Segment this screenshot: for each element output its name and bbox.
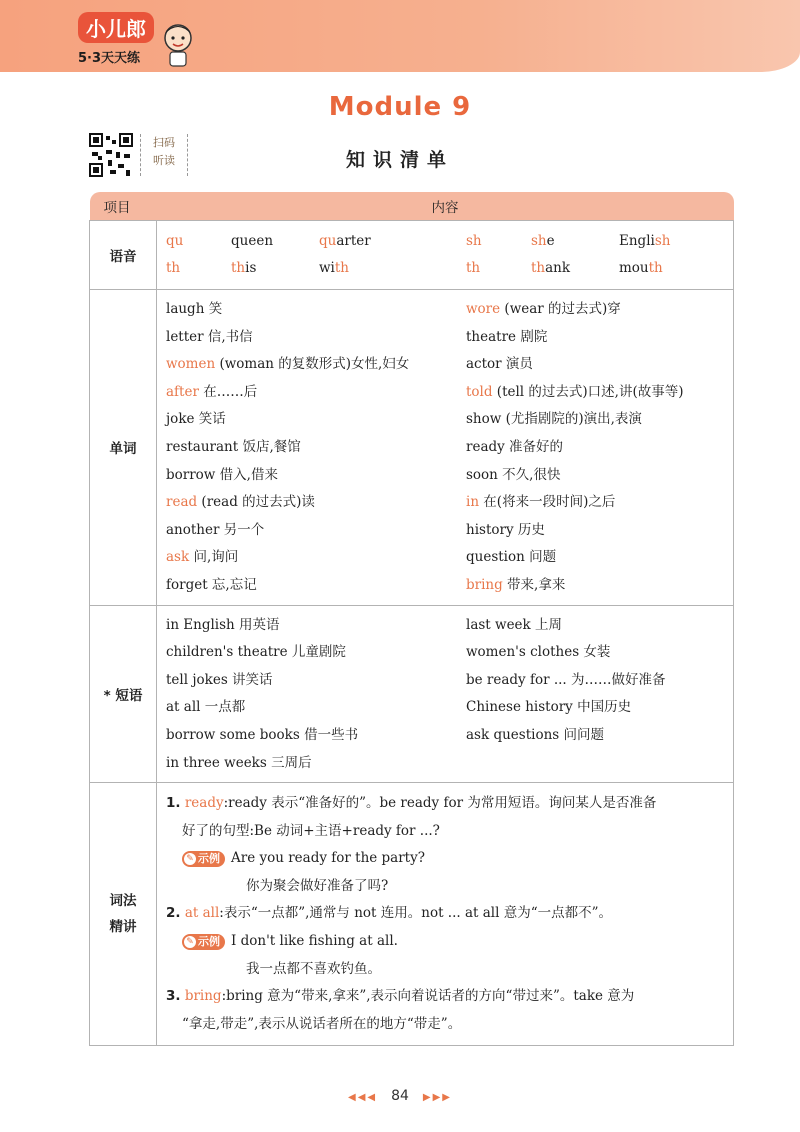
phonics-highlight: th	[166, 260, 181, 276]
word-item	[466, 379, 726, 407]
note-1-example-text: Are you ready for the party?	[231, 850, 425, 867]
word-item	[466, 517, 726, 545]
word-item	[466, 296, 726, 324]
phonics-highlight: sh	[531, 233, 547, 249]
word-item	[166, 324, 466, 352]
word-highlight: bring	[466, 576, 503, 593]
word-text: ready 准备好的	[466, 438, 564, 455]
pencil-icon: ✎	[184, 936, 196, 948]
words-grid	[158, 291, 732, 604]
phrase-item: at all 一点都	[166, 699, 246, 716]
word-item	[166, 462, 466, 490]
note-1-example	[166, 845, 724, 873]
word-text: 在(将来一段时间)之后	[479, 494, 616, 511]
phonics-highlight: qu	[166, 233, 184, 249]
phonics-highlight: sh	[466, 233, 482, 249]
phonics-text: arter	[336, 233, 371, 249]
note-2-line1: :表示“一点都”,通常与 not 连用。not ... at all 意为“一点都不”。	[219, 905, 613, 922]
phrase-item: last week 上周	[466, 616, 563, 633]
phonics-text: wi	[319, 260, 335, 276]
note-3	[166, 983, 724, 1011]
header-col-item: 项目	[90, 192, 157, 221]
phrase-item: ask questions 问问题	[466, 726, 604, 743]
word-item	[466, 434, 726, 462]
scan-line-2: 听读	[153, 154, 175, 167]
note-1-line1: :ready 表示“准备好的”。be ready for 为常用短语。询问某人是否准备	[223, 795, 657, 812]
phonics-grid	[158, 222, 732, 288]
note-2-keyword: at all	[184, 905, 220, 922]
word-text: theatre 剧院	[466, 328, 548, 345]
phonics-cell	[319, 255, 466, 282]
phonics-highlight: qu	[319, 233, 337, 249]
note-2-number: 2.	[166, 905, 181, 922]
words-label: 单词	[90, 290, 157, 606]
word-text: joke 笑话	[166, 411, 226, 428]
word-highlight: ask	[166, 549, 190, 566]
brand-logo	[78, 12, 154, 66]
word-highlight: after	[166, 383, 199, 400]
word-text: laugh 笑	[166, 301, 223, 317]
word-item	[466, 324, 726, 352]
word-text: actor 演员	[466, 356, 533, 373]
word-text: 在……后	[198, 383, 258, 400]
phrase-item: tell jokes 讲笑话	[166, 671, 273, 688]
phonics-cell	[231, 255, 319, 282]
phonics-text: ank	[545, 260, 571, 276]
note-3-keyword: bring	[184, 988, 222, 1005]
word-item	[166, 544, 466, 572]
word-text: soon 不久,很快	[466, 466, 561, 483]
word-item	[166, 572, 466, 600]
word-text: letter 信,书信	[166, 328, 253, 345]
note-1	[166, 790, 724, 818]
phonics-text: queen	[231, 233, 274, 249]
note-1-line2: 好了的句型:Be 动词+主语+ready for ...?	[182, 822, 440, 839]
phrase-item: in three weeks 三周后	[166, 754, 312, 771]
page-subtitle: 知识清单	[345, 149, 454, 171]
word-text: show (尤指剧院的)演出,表演	[466, 411, 642, 428]
word-highlight: told	[466, 383, 493, 400]
grammar-label	[90, 783, 157, 1046]
page-footer	[0, 1088, 800, 1104]
phonics-text: mou	[619, 260, 649, 276]
word-highlight: women	[166, 356, 216, 373]
example-badge-label: 示例	[198, 935, 220, 949]
note-3-line2: “拿走,带走”,表示从说话者所在的地方“带走”。	[182, 1015, 462, 1032]
note-2-example-text: I don't like fishing at all.	[231, 933, 398, 950]
phonics-row	[90, 221, 734, 290]
phonics-highlight: sh	[654, 233, 671, 249]
example-badge	[182, 851, 225, 867]
word-item	[166, 434, 466, 462]
word-item	[466, 351, 726, 379]
phonics-highlight: th	[466, 260, 481, 276]
note-2-translation: 我一点都不喜欢钓鱼。	[246, 960, 381, 977]
word-item	[466, 406, 726, 434]
phrase-item: be ready for ... 为……做好准备	[466, 671, 666, 688]
note-3-number: 3.	[166, 988, 181, 1005]
note-2-example	[166, 928, 724, 956]
phonics-cell	[166, 228, 231, 255]
word-highlight: wore	[466, 301, 501, 317]
word-item	[466, 544, 726, 572]
next-arrows-icon: ▶▶▶	[422, 1092, 452, 1103]
example-badge-label: 示例	[198, 852, 220, 866]
table-header	[90, 192, 734, 221]
word-text: forget 忘,忘记	[166, 576, 257, 593]
page-number: 84	[391, 1088, 409, 1104]
mascot-icon	[160, 22, 196, 68]
example-badge	[182, 934, 225, 950]
phonics-cell	[531, 255, 619, 282]
phonics-cell	[466, 255, 531, 282]
word-item	[166, 379, 466, 407]
phrase-item: Chinese history 中国历史	[466, 699, 632, 716]
word-text: 问,询问	[189, 549, 239, 566]
prev-arrows-icon: ◀◀◀	[348, 1092, 378, 1103]
phonics-cell	[231, 228, 319, 255]
phrase-item: children's theatre 儿童剧院	[166, 644, 346, 661]
word-item	[166, 351, 466, 379]
phrase-item: women's clothes 女装	[466, 644, 611, 661]
phrases-grid	[158, 607, 732, 782]
phrase-item: in English 用英语	[166, 616, 280, 633]
word-text: 带来,拿来	[502, 576, 566, 593]
phrase-item: borrow some books 借一些书	[166, 726, 359, 743]
phonics-cell	[319, 228, 466, 255]
phonics-cell	[619, 255, 719, 282]
phonics-text: is	[245, 260, 257, 276]
word-text: (woman 的复数形式)女性,妇女	[215, 356, 410, 373]
word-text: (wear 的过去式)穿	[500, 301, 621, 317]
word-item	[166, 489, 466, 517]
grammar-label-line1: 词法	[109, 893, 137, 910]
phonics-text: Engli	[619, 233, 655, 249]
word-item	[466, 489, 726, 517]
word-item	[466, 462, 726, 490]
logo-subtitle: 5·3天天练	[78, 51, 141, 66]
word-item	[166, 296, 466, 324]
word-item	[166, 406, 466, 434]
word-text: question 问题	[466, 549, 557, 566]
phonics-label: 语音	[90, 221, 157, 290]
header-col-content: 内容	[157, 192, 734, 221]
phonics-highlight: th	[231, 260, 246, 276]
grammar-notes	[158, 784, 732, 1044]
phrases-label: * 短语	[90, 605, 157, 783]
pencil-icon: ✎	[184, 853, 196, 865]
note-2	[166, 900, 724, 928]
phonics-text: e	[546, 233, 555, 249]
phonics-cell	[466, 228, 531, 255]
phonics-highlight: th	[531, 260, 546, 276]
phonics-highlight: th	[648, 260, 663, 276]
grammar-label-line2: 精讲	[109, 919, 137, 936]
note-1-translation: 你为聚会做好准备了吗?	[246, 877, 389, 894]
word-item	[466, 572, 726, 600]
phonics-cell	[166, 255, 231, 282]
words-row	[90, 290, 734, 606]
word-highlight: in	[466, 494, 480, 511]
word-text: another 另一个	[166, 521, 265, 538]
page-title: Module 9	[328, 92, 472, 122]
phrases-row	[90, 605, 734, 783]
scan-line-1: 扫码	[153, 136, 175, 149]
word-item	[166, 517, 466, 545]
word-highlight: read	[166, 494, 198, 511]
word-text: restaurant 饭店,餐馆	[166, 438, 301, 455]
phonics-cell	[619, 228, 719, 255]
phonics-highlight: th	[334, 260, 349, 276]
word-text: (tell 的过去式)口述,讲(故事等)	[492, 383, 684, 400]
word-text: (read 的过去式)读	[197, 494, 315, 511]
word-text: history 历史	[466, 521, 545, 538]
note-3-line1: :bring 意为“带来,拿来”,表示向着说话者的方向“带过来”。take 意为	[221, 988, 635, 1005]
grammar-row	[90, 783, 734, 1046]
phonics-cell	[531, 228, 619, 255]
note-1-number: 1.	[166, 795, 181, 812]
word-text: borrow 借入,借来	[166, 466, 278, 483]
knowledge-table	[89, 192, 734, 1046]
note-1-keyword: ready	[184, 795, 224, 812]
logo-title: 小儿郎	[78, 12, 154, 43]
